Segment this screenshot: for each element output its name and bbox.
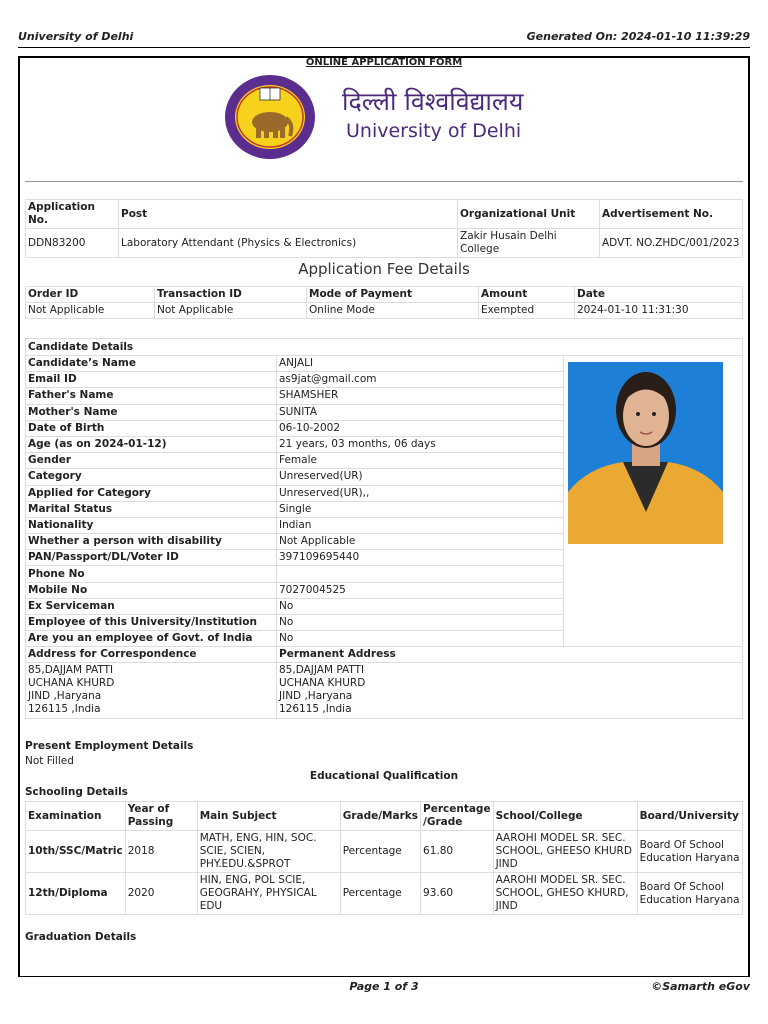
- candidate-field-value: [277, 566, 564, 582]
- payment-mode: Online Mode: [307, 303, 479, 319]
- candidate-field-value: Single: [277, 501, 564, 517]
- candidate-field-label: Ex Serviceman: [26, 598, 277, 614]
- correspondence-address: [26, 663, 277, 719]
- main-subject: MATH, ENG, HIN, SOC. SCIE, SCIEN, PHY.EDU.&SPROT: [197, 831, 340, 873]
- table-header: Date: [575, 287, 743, 303]
- table-header: Organizational Unit: [458, 200, 600, 229]
- header-divider: [18, 47, 750, 48]
- candidate-field-value: No: [277, 615, 564, 631]
- board-university: Board Of School Education Haryana: [637, 873, 742, 915]
- candidate-field-label: Mother's Name: [26, 404, 277, 420]
- candidate-field-label: Age (as on 2024-01-12): [26, 436, 277, 452]
- employment-title: Present Employment Details: [25, 740, 194, 752]
- advertisement-number: ADVT. NO.ZHDC/001/2023: [600, 229, 743, 258]
- organizational-unit: Zakir Husain Delhi College: [458, 229, 600, 258]
- candidate-field-label: Nationality: [26, 517, 277, 533]
- table-row: [26, 831, 743, 873]
- table-header-row: [26, 200, 743, 229]
- table-header: Advertisement No.: [600, 200, 743, 229]
- candidate-field-value: SHAMSHER: [277, 388, 564, 404]
- section-divider: [25, 181, 743, 182]
- main-subject: HIN, ENG, POL SCIE, GEOGRAHY, PHYSICAL EDU: [197, 873, 340, 915]
- correspondence-address-header: Address for Correspondence: [26, 647, 277, 663]
- footer-divider: [18, 976, 750, 977]
- permanent-address-header: Permanent Address: [277, 647, 743, 663]
- address-line: 85,DAJJAM PATTI: [279, 664, 365, 677]
- exam-name: 12th/Diploma: [26, 873, 126, 915]
- table-header: Amount: [479, 287, 575, 303]
- university-seal-logo: [224, 74, 316, 160]
- table-header: Year of Passing: [125, 802, 197, 831]
- candidate-field-value: Unreserved(UR): [277, 469, 564, 485]
- candidate-field-label: Phone No: [26, 566, 277, 582]
- board-university: Board Of School Education Haryana: [637, 831, 742, 873]
- candidate-field-label: Email ID: [26, 372, 277, 388]
- fee-date: 2024-01-10 11:31:30: [575, 303, 743, 319]
- year-of-passing: 2018: [125, 831, 197, 873]
- schooling-title: Schooling Details: [25, 786, 128, 798]
- candidate-field-label: Category: [26, 469, 277, 485]
- application-table: [25, 199, 743, 258]
- graduation-title: Graduation Details: [25, 931, 137, 943]
- permanent-address: [277, 663, 743, 719]
- candidate-field-label: Applied for Category: [26, 485, 277, 501]
- header-university: University of Delhi: [18, 30, 134, 43]
- employment-value: Not Filled: [25, 755, 74, 767]
- fee-section-title: Application Fee Details: [298, 260, 470, 278]
- university-name-hindi: दिल्ली विश्वविद्यालय: [342, 87, 524, 116]
- school-college: AAROHI MODEL SR. SEC. SCHOOL, GHEESO KHURD JIND: [493, 831, 637, 873]
- grade-marks: Percentage: [340, 873, 420, 915]
- transaction-id: Not Applicable: [155, 303, 307, 319]
- university-name-english: University of Delhi: [346, 120, 522, 142]
- table-row: [26, 647, 743, 663]
- application-number: DDN83200: [26, 229, 119, 258]
- fee-table: [25, 286, 743, 319]
- candidate-field-label: Candidate’s Name: [26, 356, 277, 372]
- school-college: AAROHI MODEL SR. SEC. SCHOOL, GHESO KHURD, JIND: [493, 873, 637, 915]
- candidate-field-label: Mobile No: [26, 582, 277, 598]
- form-title: ONLINE APPLICATION FORM: [305, 57, 463, 68]
- address-line: UCHANA KHURD: [279, 677, 366, 690]
- address-line: UCHANA KHURD: [28, 677, 115, 690]
- table-header: Post: [119, 200, 458, 229]
- table-header: Examination: [26, 802, 126, 831]
- candidate-field-value: as9jat@gmail.com: [277, 372, 564, 388]
- page-number: Page 1 of 3: [349, 980, 419, 993]
- table-header: School/College: [493, 802, 637, 831]
- candidate-field-label: Gender: [26, 453, 277, 469]
- table-header: Main Subject: [197, 802, 340, 831]
- education-title: Educational Qualification: [309, 770, 459, 782]
- candidate-field-value: SUNITA: [277, 404, 564, 420]
- candidate-field-value: Not Applicable: [277, 534, 564, 550]
- candidate-field-label: PAN/Passport/DL/Voter ID: [26, 550, 277, 566]
- grade-marks: Percentage: [340, 831, 420, 873]
- candidate-photo: [568, 362, 723, 544]
- footer-brand: ©Samarth eGov: [651, 980, 750, 993]
- table-header-row: [26, 802, 743, 831]
- table-row: [26, 303, 743, 319]
- table-row: [26, 229, 743, 258]
- address-line: JIND ,Haryana: [279, 690, 353, 703]
- address-line: 85,DAJJAM PATTI: [28, 664, 114, 677]
- table-row: [26, 339, 743, 356]
- address-line: 126115 ,India: [28, 703, 101, 716]
- table-header: Grade/Marks: [340, 802, 420, 831]
- page-header: [18, 30, 750, 46]
- address-line: 126115 ,India: [279, 703, 352, 716]
- candidate-field-label: Employee of this University/Institution: [26, 615, 277, 631]
- percentage: 93.60: [421, 873, 494, 915]
- candidate-field-value: 7027004525: [277, 582, 564, 598]
- candidate-field-label: Whether a person with disability: [26, 534, 277, 550]
- address-line: JIND ,Haryana: [28, 690, 102, 703]
- candidate-field-value: Indian: [277, 517, 564, 533]
- candidate-field-value: 397109695440: [277, 550, 564, 566]
- order-id: Not Applicable: [26, 303, 155, 319]
- candidate-field-value: 06-10-2002: [277, 420, 564, 436]
- candidate-field-label: Are you an employee of Govt. of India: [26, 631, 277, 647]
- year-of-passing: 2020: [125, 873, 197, 915]
- header-generated: Generated On: 2024-01-10 11:39:29: [526, 30, 750, 43]
- candidate-field-value: No: [277, 598, 564, 614]
- candidate-section-title: Candidate Details: [26, 339, 743, 356]
- table-header: Board/University: [637, 802, 742, 831]
- candidate-field-value: Unreserved(UR),,: [277, 485, 564, 501]
- candidate-field-value: ANJALI: [277, 356, 564, 372]
- candidate-field-value: No: [277, 631, 564, 647]
- table-header: Percentage /Grade: [421, 802, 494, 831]
- candidate-field-label: Father's Name: [26, 388, 277, 404]
- table-header: Order ID: [26, 287, 155, 303]
- candidate-field-value: Female: [277, 453, 564, 469]
- table-row: [26, 873, 743, 915]
- percentage: 61.80: [421, 831, 494, 873]
- candidate-field-label: Marital Status: [26, 501, 277, 517]
- exam-name: 10th/SSC/Matric: [26, 831, 126, 873]
- post-name: Laboratory Attendant (Physics & Electronics): [119, 229, 458, 258]
- candidate-field-value: 21 years, 03 months, 06 days: [277, 436, 564, 452]
- table-header: Transaction ID: [155, 287, 307, 303]
- fee-amount: Exempted: [479, 303, 575, 319]
- table-header: Application No.: [26, 200, 119, 229]
- candidate-field-label: Date of Birth: [26, 420, 277, 436]
- schooling-table: [25, 801, 743, 915]
- table-row: [26, 663, 743, 719]
- table-header: Mode of Payment: [307, 287, 479, 303]
- table-header-row: [26, 287, 743, 303]
